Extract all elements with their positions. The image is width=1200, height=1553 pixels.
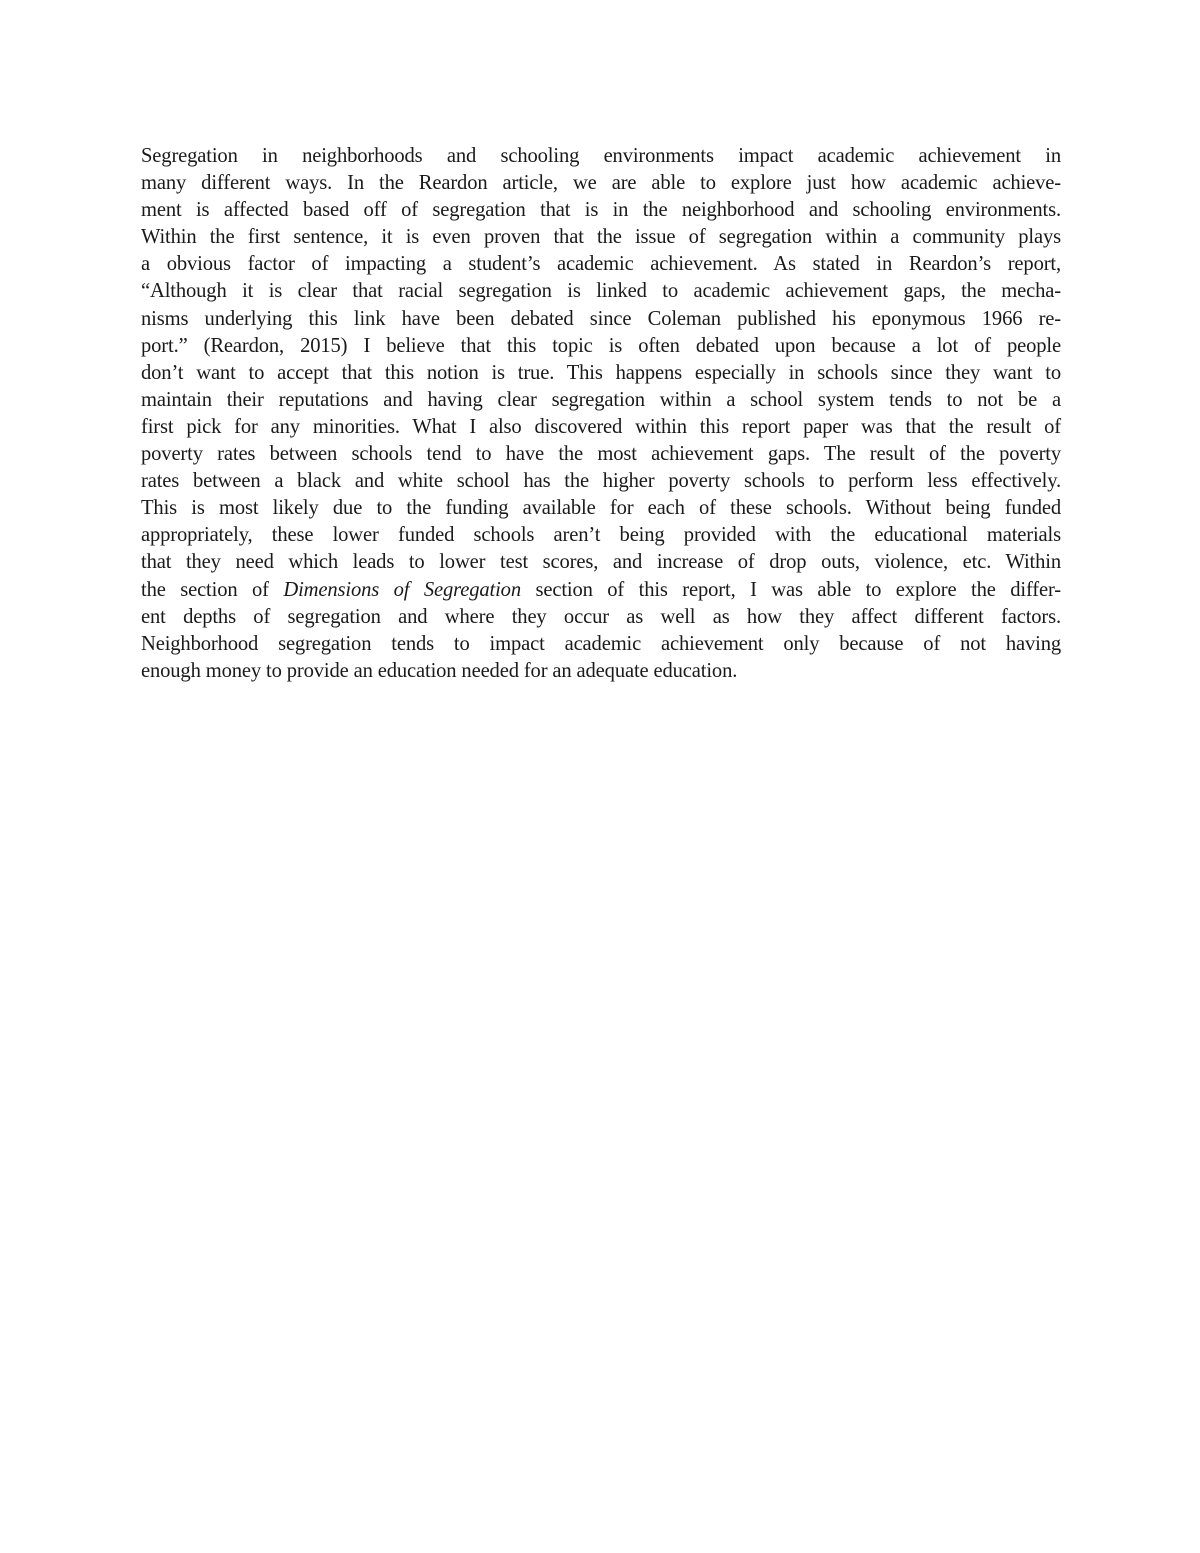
body-paragraph	[141, 143, 1061, 685]
paragraph-line: ment is affected based off of segregation that is in the neighborhood and schooling environments.	[141, 199, 1061, 222]
line-text-before: the section of	[141, 578, 284, 601]
paragraph-line: a obvious factor of impacting a student’s academic achievement. As stated in Reardon’s report,	[141, 253, 1061, 276]
paragraph-line: appropriately, these lower funded schools aren’t being provided with the educational materials	[141, 524, 1061, 547]
paragraph-last-line: enough money to provide an education needed for an adequate education.	[141, 659, 738, 682]
paragraph-line: maintain their reputations and having clear segregation within a school system tends to not be a	[141, 388, 1061, 411]
italic-section-title: Dimensions of Segregation	[283, 578, 521, 601]
paragraph-line: ent depths of segregation and where they occur as well as how they affect different factors.	[141, 605, 1061, 628]
paragraph-line: This is most likely due to the funding available for each of these schools. Without being funded	[141, 497, 1061, 520]
line-text-after: section of this report, I was able to explore the differ-	[520, 578, 1061, 601]
paragraph-line-with-italic	[141, 577, 1061, 604]
paragraph-line: nisms underlying this link have been debated since Coleman published his eponymous 1966 re-	[141, 307, 1061, 330]
paragraph-line: port.” (Reardon, 2015) I believe that this topic is often debated upon because a lot of people	[141, 334, 1061, 357]
paragraph-line: Segregation in neighborhoods and schooling environments impact academic achievement in	[141, 145, 1061, 167]
paragraph-line: first pick for any minorities. What I also discovered within this report paper was that the result of	[141, 415, 1061, 438]
paragraph-line: “Although it is clear that racial segregation is linked to academic achievement gaps, the mecha-	[141, 280, 1061, 303]
paragraph-line: Neighborhood segregation tends to impact academic achievement only because of not having	[141, 632, 1061, 655]
paragraph-line: rates between a black and white school has the higher poverty schools to perform less effectively.	[141, 470, 1061, 493]
paragraph-line: poverty rates between schools tend to have the most achievement gaps. The result of the poverty	[141, 443, 1061, 466]
paragraph-line: that they need which leads to lower test scores, and increase of drop outs, violence, etc. Within	[141, 551, 1061, 574]
paragraph-line: Within the first sentence, it is even proven that the issue of segregation within a community plays	[141, 226, 1061, 249]
paragraph-line: don’t want to accept that this notion is true. This happens especially in schools since they want to	[141, 361, 1061, 384]
paragraph-line: many different ways. In the Reardon article, we are able to explore just how academic achieve-	[141, 172, 1061, 195]
